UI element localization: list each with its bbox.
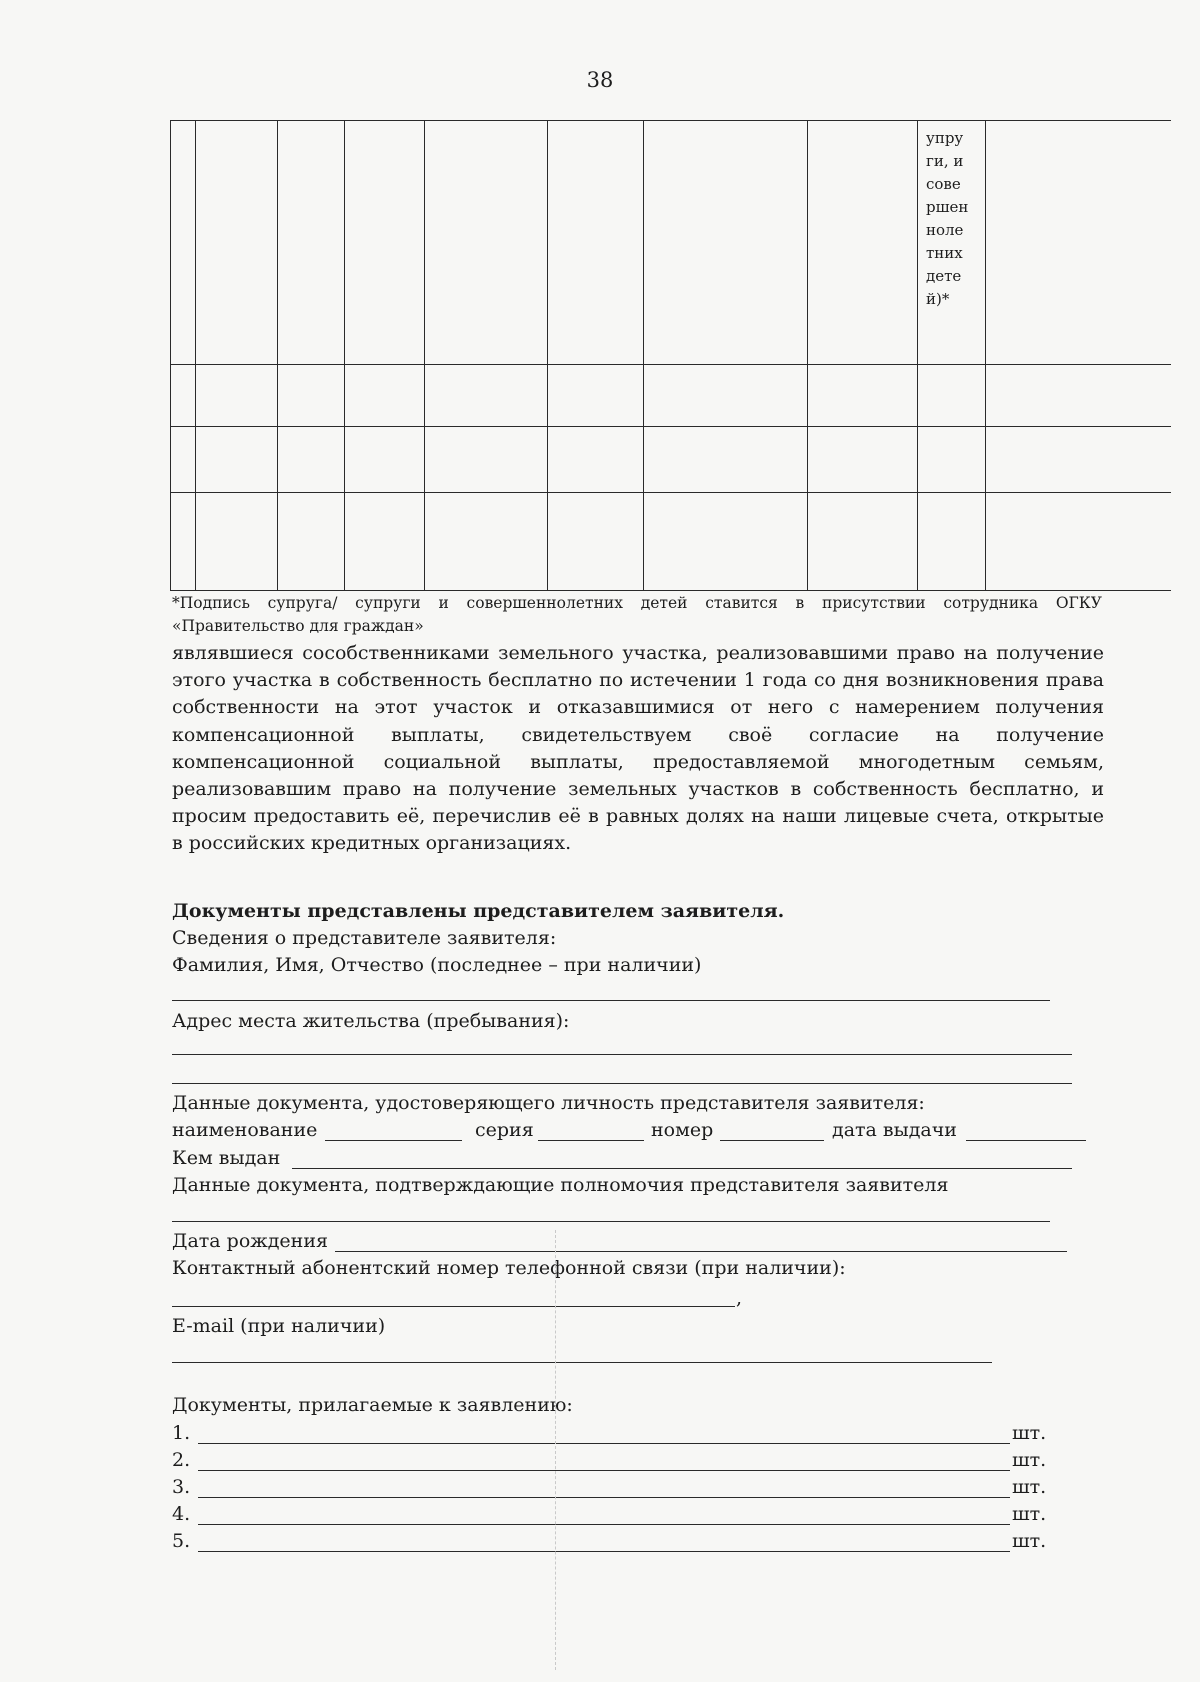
spouse-children-signature-header: упру ги, и сове ршен ноле тних дете й)* (926, 129, 969, 308)
attachment-field[interactable] (198, 1443, 1010, 1444)
table-cell (644, 121, 808, 365)
table-cell (171, 365, 196, 427)
birth-date-label: Дата рождения (172, 1230, 328, 1252)
table-cell (986, 121, 1171, 365)
table-cell (345, 493, 425, 591)
attachment-unit: шт. (1012, 1503, 1047, 1525)
birth-date-field[interactable] (335, 1251, 1067, 1252)
address-label: Адрес места жительства (пребывания): (172, 1010, 570, 1032)
signature-table (170, 120, 1171, 591)
table-cell (345, 121, 425, 365)
table-cell (278, 365, 345, 427)
table-cell (425, 121, 548, 365)
consent-paragraph: являвшиеся сособственниками земельного участка, реализовавшими право на получение этого участка в собственность бесплатно по истечении 1 года со дня возникновения права собственности на этот участок и отказавшимися от него с намерением получения компенсационной выплаты, свидетельствуем своё согласие на получение компенсационной социальной выплаты, предоставляемой многодетным семьям, реализовавшим право на получение земельных участков в собственность бесплатно, и просим предоставить её, перечислив её в равных долях на наши лицевые счета, открытые в российских кредитных организациях. (172, 642, 1104, 855)
table-cell (548, 121, 644, 365)
id-document-name-field[interactable] (325, 1140, 462, 1141)
id-document-label: Данные документа, удостоверяющего личность представителя заявителя: (172, 1092, 925, 1114)
table-cell (808, 365, 918, 427)
table-cell (548, 427, 644, 493)
fio-field[interactable] (172, 1000, 1050, 1001)
table-cell (918, 365, 986, 427)
attachments-label: Документы, прилагаемые к заявлению: (172, 1394, 573, 1416)
issued-by-field[interactable] (292, 1168, 1072, 1169)
table-cell (171, 493, 196, 591)
attachment-field[interactable] (198, 1524, 1010, 1525)
address-field-line-2[interactable] (172, 1083, 1072, 1084)
id-document-series-field[interactable] (538, 1140, 644, 1141)
id-document-issue-date-label: дата выдачи (832, 1119, 957, 1141)
table-row (171, 365, 1171, 427)
table-cell (345, 365, 425, 427)
table-cell (918, 493, 986, 591)
table-cell (548, 493, 644, 591)
footnote-line: *Подпись супруга/ супруги и совершеннолетних детей ставится в присутствии сотрудника ОГКУ (172, 594, 1102, 612)
table-cell (918, 427, 986, 493)
table-cell (196, 365, 278, 427)
table-cell (548, 365, 644, 427)
table-cell (171, 427, 196, 493)
representative-heading: Документы представлены представителем заявителя. (172, 900, 785, 922)
table-cell (425, 427, 548, 493)
attachment-unit: шт. (1012, 1449, 1047, 1471)
table-cell (425, 365, 548, 427)
table-cell (278, 121, 345, 365)
attachment-number: 2. (172, 1449, 191, 1471)
phone-label: Контактный абонентский номер телефонной связи (при наличии): (172, 1257, 846, 1279)
attachment-field[interactable] (198, 1497, 1010, 1498)
table-cell (196, 121, 278, 365)
table-cell (808, 121, 918, 365)
table-cell (196, 427, 278, 493)
attachment-unit: шт. (1012, 1476, 1047, 1498)
table-cell (644, 365, 808, 427)
table-header-cell (918, 121, 986, 365)
attachment-unit: шт. (1012, 1422, 1047, 1444)
email-label: E-mail (при наличии) (172, 1315, 386, 1337)
attachment-number: 3. (172, 1476, 191, 1498)
table-row (171, 493, 1171, 591)
table-row (171, 427, 1171, 493)
id-document-number-label: номер (651, 1119, 714, 1141)
attachment-unit: шт. (1012, 1530, 1047, 1552)
id-document-series-label: серия (475, 1119, 534, 1141)
table-cell (986, 365, 1171, 427)
issued-by-label: Кем выдан (172, 1147, 281, 1169)
table-cell (196, 493, 278, 591)
page-number: 38 (586, 68, 614, 92)
table-cell (425, 493, 548, 591)
email-field[interactable] (172, 1362, 992, 1363)
address-field-line-1[interactable] (172, 1054, 1072, 1055)
attachment-field[interactable] (198, 1470, 1010, 1471)
attachment-field[interactable] (198, 1551, 1010, 1552)
table-footnote (172, 592, 1102, 638)
table-cell (808, 427, 918, 493)
table-cell (986, 427, 1171, 493)
table-cell (171, 121, 196, 365)
id-document-name-label: наименование (172, 1119, 318, 1141)
scan-fold-mark (555, 1230, 556, 1670)
table-cell (808, 493, 918, 591)
authority-document-field[interactable] (172, 1221, 1050, 1222)
table-cell (278, 427, 345, 493)
table-cell (278, 493, 345, 591)
phone-comma: , (736, 1287, 743, 1309)
table-cell (986, 493, 1171, 591)
fio-label: Фамилия, Имя, Отчество (последнее – при наличии) (172, 954, 702, 976)
authority-document-label: Данные документа, подтверждающие полномочия представителя заявителя (172, 1174, 949, 1196)
attachment-number: 4. (172, 1503, 191, 1525)
id-document-issue-date-field[interactable] (966, 1140, 1086, 1141)
footnote-line: «Правительство для граждан» (172, 617, 424, 635)
attachment-number: 5. (172, 1530, 191, 1552)
id-document-number-field[interactable] (720, 1140, 824, 1141)
representative-info-label: Сведения о представителе заявителя: (172, 927, 557, 949)
phone-field[interactable] (172, 1306, 735, 1307)
attachment-number: 1. (172, 1422, 191, 1444)
table-cell (644, 427, 808, 493)
table-cell (644, 493, 808, 591)
table-cell (345, 427, 425, 493)
table-row (171, 121, 1171, 365)
